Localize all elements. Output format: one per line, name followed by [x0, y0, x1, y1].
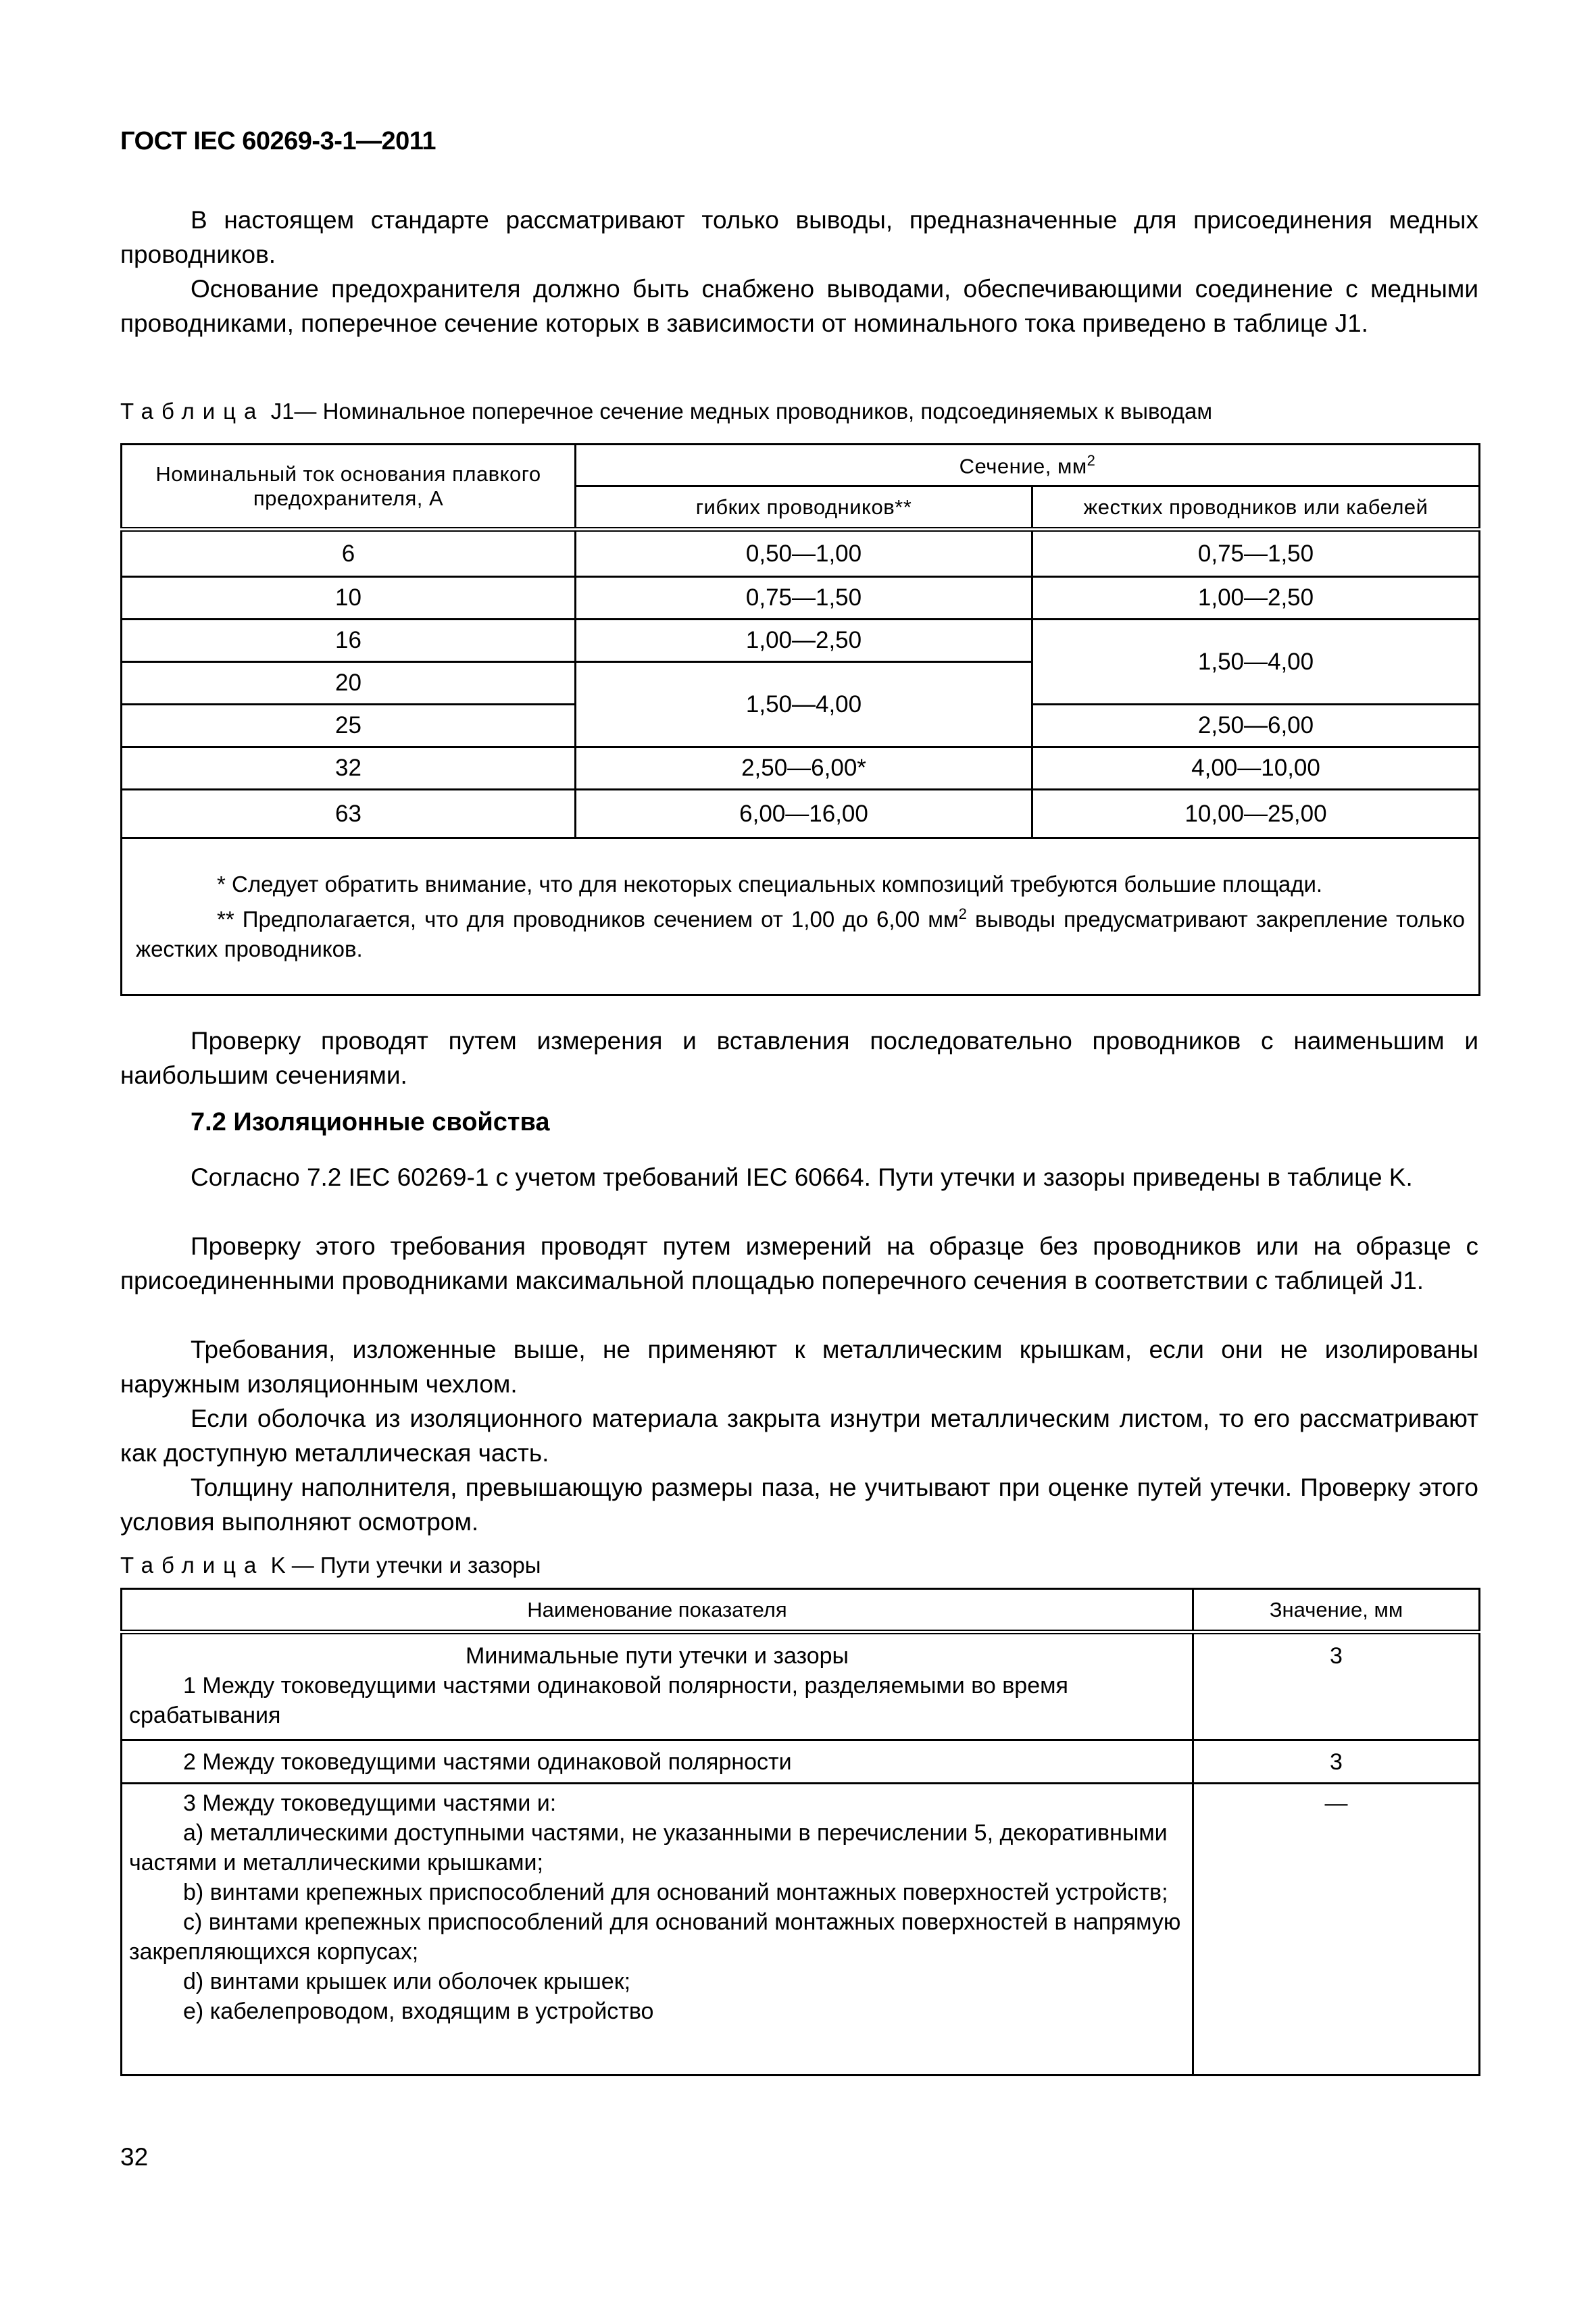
j1-header-flexible: гибких проводников**: [576, 486, 1032, 530]
table-row: [122, 530, 1480, 577]
k-row3-e: e) кабелепроводом, входящим в устройство: [183, 1998, 654, 2024]
j1-cell-current: 6: [122, 530, 576, 577]
k-header-value: Значение, мм: [1193, 1589, 1480, 1632]
j1-cell-rigid: 1,00—2,50: [1032, 577, 1480, 620]
table-row: [122, 1632, 1480, 1740]
j1-header-current: Номинальный ток основания плавкого предохранителя, А: [122, 445, 576, 530]
table-row: [122, 1784, 1480, 2076]
j1-cell-flexible: 1,00—2,50: [576, 620, 1032, 662]
paragraph-check-method: Проверку проводят путем измерения и вставления последовательно проводников с наименьшим и наибольшим сечениями.: [120, 1027, 1478, 1089]
paragraph-metal-covers: Требования, изложенные выше, не применяют к металлическим крышкам, если они не изолированы наружным изоляционным чехлом.: [120, 1336, 1478, 1398]
table-row: [122, 577, 1480, 620]
paragraph-enclosure: Если оболочка из изоляционного материала закрыта изнутри металлическим листом, то его рассматривают как доступную металлическая часть.: [120, 1405, 1478, 1467]
k-row3-a: а) металлическими доступными частями, не указанными в перечислении 5, декоративными частями и металлическими крышками;: [129, 1820, 1168, 1876]
j1-cell-rigid: 0,75—1,50: [1032, 530, 1480, 577]
k-row3-b: b) винтами крепежных приспособлений для оснований монтажных поверхностей устройств;: [183, 1880, 1168, 1905]
table-j1-caption: Таблица J1— Номинальное поперечное сечение медных проводников, подсоединяемых к выводам: [120, 399, 1213, 424]
j1-cell-flexible: 2,50—6,00*: [576, 747, 1032, 790]
section-heading: 7.2 Изоляционные свойства: [191, 1108, 550, 1136]
j1-header-section: Сечение, $мм^2$: [576, 445, 1480, 486]
k-row1-value: 3: [1193, 1632, 1480, 1740]
k-row3-intro: 3 Между токоведущими частями и:: [183, 1790, 557, 1816]
j1-cell-rigid: 2,50—6,00: [1032, 705, 1480, 747]
page-number: 32: [120, 2143, 149, 2171]
j1-cell-current: 20: [122, 662, 576, 705]
j1-cell-flexible: 1,50—4,00: [576, 662, 1032, 747]
j1-cell-flexible: 0,75—1,50: [576, 577, 1032, 620]
j1-cell-flexible: 6,00—16,00: [576, 790, 1032, 838]
k-row3-d: d) винтами крышек или оболочек крышек;: [183, 1969, 631, 1994]
k-row1-item: 1 Между токоведущими частями одинаковой полярности, разделяемыми во время срабатывания: [129, 1673, 1068, 1728]
table-j1-notes: [122, 838, 1480, 995]
table-row: [122, 620, 1480, 662]
paragraph-verification: Проверку этого требования проводят путем измерений на образце без проводников или на образце с присоединенными проводниками максимальной площадью поперечного сечения в соответствии с таблицей J1.: [120, 1232, 1478, 1294]
j1-cell-flexible: 0,50—1,00: [576, 530, 1032, 577]
table-k-caption: Таблица K — Пути утечки и зазоры: [120, 1553, 541, 1578]
k-header-name: Наименование показателя: [122, 1589, 1193, 1632]
j1-cell-current: 25: [122, 705, 576, 747]
k-row3-value: —: [1193, 1784, 1480, 2076]
k-row3-c: c) винтами крепежных приспособлений для оснований монтажных поверхностей в напрямую закрепляющихся корпусах;: [129, 1909, 1181, 1965]
paragraph-creepage: Согласно 7.2 IEC 60269-1 с учетом требований IEC 60664. Пути утечки и зазоры приведены в таблице K.: [191, 1163, 1413, 1191]
standard-header: ГОСТ IEC 60269-3-1—2011: [120, 127, 436, 155]
paragraph-terminals: Основание предохранителя должно быть снабжено выводами, обеспечивающими соединение с медными проводниками, поперечное сечение которых в зависимости от номинального тока приведено в таблице J1.: [120, 275, 1478, 337]
table-row: [122, 747, 1480, 790]
table-j1: [120, 443, 1480, 996]
j1-cell-current: 32: [122, 747, 576, 790]
j1-cell-rigid: 10,00—25,00: [1032, 790, 1480, 838]
j1-note-2: ** Предполагается, что для проводников сечением от 1,00 до 6,00 $мм^2$ выводы предусматривают закрепление только жестких проводников.: [136, 905, 1465, 961]
table-row: [122, 790, 1480, 838]
table-row: [122, 1740, 1480, 1784]
k-row2-name: 2 Между токоведущими частями одинаковой полярности: [122, 1740, 1193, 1784]
table-k: [120, 1588, 1480, 2076]
k-row3-name: [122, 1784, 1193, 2076]
k-row2-value: 3: [1193, 1740, 1480, 1784]
paragraph-filler: Толщину наполнителя, превышающую размеры паза, не учитывают при оценке путей утечки. Проверку этого условия выполняют осмотром.: [120, 1474, 1478, 1536]
paragraph-copper-only: В настоящем стандарте рассматривают только выводы, предназначенные для присоединения медных проводников.: [120, 206, 1478, 268]
j1-header-rigid: жестких проводников или кабелей: [1032, 486, 1480, 530]
j1-cell-rigid: 4,00—10,00: [1032, 747, 1480, 790]
k-row1-title: Минимальные пути утечки и зазоры: [466, 1643, 849, 1669]
j1-cell-current: 10: [122, 577, 576, 620]
k-row1-name: [122, 1632, 1193, 1740]
j1-cell-current: 63: [122, 790, 576, 838]
j1-cell-current: 16: [122, 620, 576, 662]
j1-note-1: * Следует обратить внимание, что для некоторых специальных композиций требуются большие площади.: [217, 871, 1323, 897]
j1-cell-rigid: 1,50—4,00: [1032, 620, 1480, 705]
